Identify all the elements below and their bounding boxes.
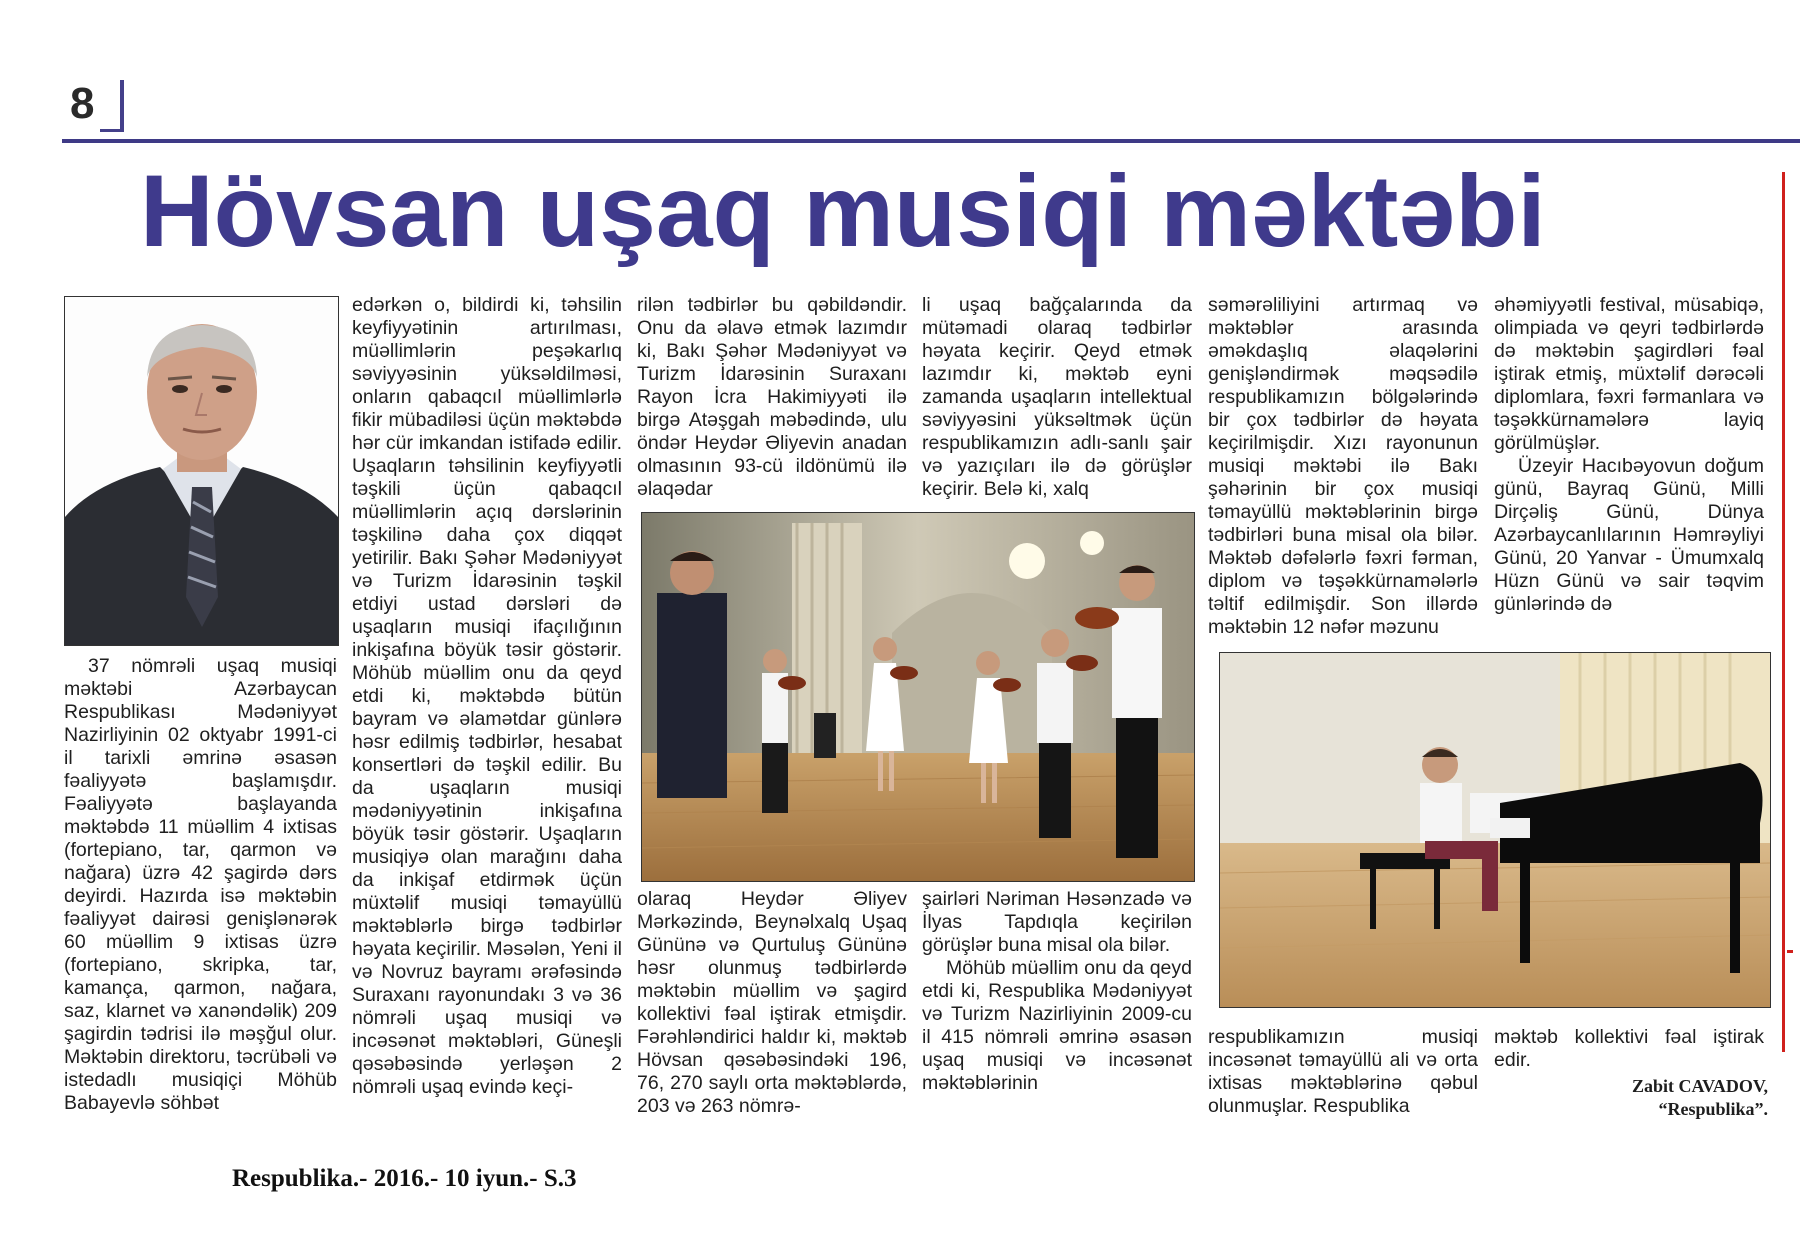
- article-column-3-bottom: [637, 888, 907, 1116]
- article-column-6-top: [1494, 294, 1764, 640]
- column-4-top-paragraph: li uşaq bağçalarında da mütəmadi olaraq tədbirlər həyata keçirir. Qeyd etmək lazımdır ki, məktəb eyni zamanda uşaqların intellektual səviyyəsini yüksəltmək üçün respublikamızın adlı-sanlı şair və yazıçıları ilə də görüşlər keçirir. Belə ki, xalq: [922, 294, 1192, 500]
- article-column-5-top: [1208, 294, 1478, 640]
- article-column-6-bottom: [1494, 1026, 1764, 1072]
- column-1-paragraph: 37 nömrəli uşaq musiqi məktəbi Azərbaycan Respublikası Mədəniyyət Nazirliyinin 02 oktyabr 1991-ci il tarixli əmrinə əsasən fəaliyyətə başlamışdır. Fəaliyyətə başlayanda məktəbdə 11 müəllim 4 ixtisas (fortepiano, tar, qarmon və nağara) üzrə 42 şagirdə dərs deyirdi. Hazırda isə məktəbin fəaliyyət dairəsi genişlənərək 60 müəllim 9 ixtisas üzrə (fortepiano, skripka, tar, kamança, qarmon, nağara, saz, klarnet və xanəndəlik) 209 şagirdin tədrisi ilə məşğul olur. Məktəbin direktoru, təcrübəli və istedadlı musiqiçi Möhüb Babayevlə söhbət: [64, 655, 337, 1114]
- page-number-underline: [100, 129, 124, 132]
- article-column-1: [64, 655, 337, 1115]
- column-6-bottom-paragraph: məktəb kollektivi fəal iştirak edir.: [1494, 1026, 1764, 1071]
- header-rule: [62, 139, 1800, 143]
- piano-student-photo: [1219, 652, 1771, 1008]
- column-3-bottom-paragraph: olaraq Heydər Əliyev Mərkəzində, Beynəlxalq Uşaq Gününə və Qurtuluş Gününə həsr olunmuş tədbirlərdə məktəbin müəllim və şagird kollektivi fəal iştirak etmişdir. Fərəhləndirici haldır ki, məktəb Hövsan qəsəbəsindəki 196, 76, 270 saylı orta məktəblərdə, 203 və 263 nömrə-: [637, 888, 907, 1117]
- column-6-top-paragraph-1: əhəmiyyətli festival, müsabiqə, olimpiada və qeyri tədbirlərdə də məktəbin şagirdləri fəal iştirak etmiş, müxtəlif dərəcəli diplomlara, fəxri fərmanlara və təşəkkürnamələrə layiq görülmüşlər.: [1494, 294, 1764, 454]
- article-column-5-bottom: [1208, 1026, 1478, 1118]
- article-column-3-top: [637, 294, 907, 506]
- article-column-2: [352, 294, 622, 1116]
- page-number-divider: [120, 80, 124, 130]
- article-column-4-top: [922, 294, 1192, 506]
- byline-author: Zabit CAVADOV,: [1631, 1076, 1768, 1096]
- article-headline: Hövsan uşaq musiqi məktəbi: [140, 154, 1546, 268]
- side-rule: [1782, 172, 1785, 1052]
- column-4-bottom-paragraph-1: şairləri Nəriman Həsənzadə və İlyas Tapdıqla keçirilən görüşlər buna misal ola bilər.: [922, 888, 1192, 956]
- byline: [1520, 1075, 1768, 1121]
- byline-newspaper: “Respublika”.: [1658, 1099, 1768, 1119]
- side-rule-tick: [1787, 950, 1793, 953]
- portrait-illustration: [65, 297, 338, 645]
- piano-student-illustration: [1220, 653, 1770, 1007]
- column-4-bottom-paragraph-2: Möhüb müəllim onu da qeyd etdi ki, Respublika Mədəniyyət və Turizm Nazirliyinin 2009-cu il 415 nömrəli əmrinə əsasən uşaq musiqi və incəsənət məktəblərinin: [922, 957, 1192, 1094]
- column-5-bottom-paragraph: respublikamızın musiqi incəsənət təmayüllü ali və orta ixtisas məktəblərinə qəbul olunmuşlar. Respublika: [1208, 1026, 1478, 1117]
- column-2-paragraph: edərkən o, bildirdi ki, təhsilin keyfiyyətinin artırılması, müəllimlərin peşəkarlıq səviyyəsinin yüksəldilməsi, onların qabaqcıl müəllimlərlə fikir mübadiləsi üçün məktəbdə hər cür imkandan istifadə edilir. Uşaqların təhsilinin keyfiyyətli təşkili üçün qabaqcıl müəllimlərin açıq dərslərinin təşkilinə daha çox diqqət yetirilir. Bakı Şəhər Mədəniyyət və Turizm İdarəsinin təşkil etdiyi ustad dərsləri də uşaqların musiqi ifaçılığının inkişafına böyük təsir göstərir. Möhüb müəllim onu da qeyd etdi ki, məktəbdə bütün bayram və əlamətdar günlərə həsr edilmiş tədbirlər, hesabat konsertləri də təşkil edilir. Bu da uşaqların musiqi mədəniyyətinin inkişafına böyük təsir göstərir. Uşaqların musiqiyə olan marağını daha da inkişaf etdirmək üçün müxtəlif musiqi təmayüllü məktəblərlə birgə tədbirlər həyata keçirilir. Məsələn, Yeni il və Novruz bayramı ərəfəsində Suraxanı rayonundakı 3 və 36 nömrəli uşaq musiqi və incəsənət məktəbləri, Güneşli qəsəbəsində yerləşən 2 nömrəli uşaq evində keçi-: [352, 294, 622, 1098]
- violin-ensemble-illustration: [642, 513, 1194, 881]
- violin-ensemble-photo: [641, 512, 1195, 882]
- column-5-top-paragraph: səmərəliliyini artırmaq və məktəblər arasında əməkdaşlıq əlaqələrini genişləndirmək məqsədilə respublikamızın bölgələrində bir çox tədbirlər də həyata keçirilmişdir. Xızı rayonunun musiqi məktəbi ilə Bakı şəhərinin bir çox musiqi təmayüllü məktəblərinin birgə tədbirləri buna misal ola bilər. Məktəb dəfələrlə fəxri fərman, diplom və təşəkkürnamələrlə təltif edilmişdir. Son illərdə məktəbin 12 nəfər məzunu: [1208, 294, 1478, 638]
- source-citation: Respublika.- 2016.- 10 iyun.- S.3: [232, 1165, 577, 1192]
- article-column-4-bottom: [922, 888, 1192, 1116]
- column-6-top-paragraph-2: Üzeyir Hacıbəyovun doğum günü, Bayraq Günü, Milli Dirçəliş Günü, Dünya Azərbaycanlılarının Həmrəyliyi Günü, 20 Yanvar - Ümumxalq Hüzn Günü və sair təqvim günlərində də: [1494, 455, 1764, 615]
- page-number: 8: [70, 79, 95, 128]
- director-portrait-photo: [64, 296, 339, 646]
- column-3-top-paragraph: rilən tədbirlər bu qəbildəndir. Onu da əlavə etmək lazımdır ki, Bakı Şəhər Mədəniyyət və Turizm İdarəsinin Suraxanı Rayon İcra Hakimiyyəti ilə birgə Atəşgah məbədində, ulu öndər Heydər Əliyevin anadan olmasının 93-cü ildönümü ilə əlaqədar: [637, 294, 907, 500]
